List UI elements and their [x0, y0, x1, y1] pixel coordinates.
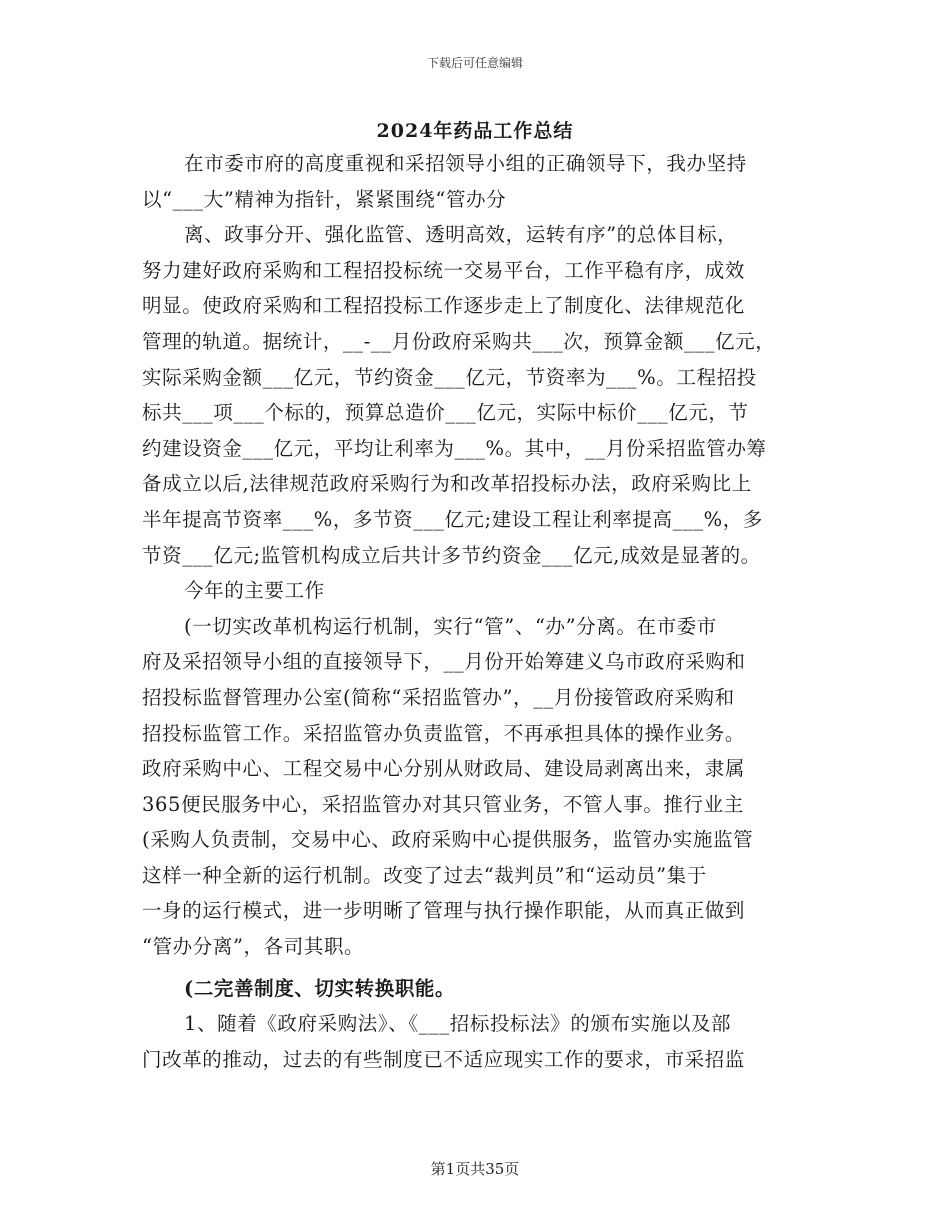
paragraph-line: 努力建好政府采购和工程招投标统一交易平台，工作平稳有序，成效	[142, 258, 746, 282]
document-title: 2024年药品工作总结	[376, 120, 574, 142]
paragraph-line: 约建设资金___亿元，平均让利率为___%。其中，__月份采招监管办筹	[142, 436, 767, 460]
paragraph-line: 365便民服务中心，采招监管办对其只管业务，不管人事。推行业主	[142, 792, 744, 816]
paragraph-line: 管理的轨道。据统计，__-__月份政府采购共___次，预算金额___亿元，	[142, 329, 776, 353]
paragraph-line: 府及采招领导小组的直接领导下，__月份开始筹建义乌市政府采购和	[142, 650, 746, 674]
paragraph-line: 在市委市府的高度重视和采招领导小组的正确领导下，我办坚持	[184, 152, 747, 175]
section-heading-bold: (二完善制度、切实转换职能。	[184, 976, 456, 1000]
paragraph-line: (采购人负责制，交易中心、政府采购中心提供服务，监管办实施监管	[142, 828, 754, 852]
section-heading: 今年的主要工作	[184, 579, 325, 603]
paragraph-line: 半年提高节资率___%，多节资___亿元;建设工程让利率提高___%，多	[142, 507, 763, 531]
paragraph-line: (一切实改革机构运行机制，实行“管”、“办”分离。在市委市	[184, 614, 717, 638]
paragraph-line: 1、随着《政府采购法》、《___招标投标法》的颁布实施以及部	[184, 1012, 732, 1036]
page-footer: 第1页共35页	[430, 1160, 520, 1178]
paragraph-line: 这样一种全新的运行机制。改变了过去“裁判员”和“运动员”集于	[142, 863, 707, 887]
paragraph-line: 门改革的推动，过去的有些制度已不适应现实工作的要求，市采招监	[142, 1047, 746, 1071]
paragraph-line: “管办分离”，各司其职。	[142, 935, 365, 959]
paragraph-line: 离、政事分开、强化监管、透明高效，运转有序”的总体目标，	[184, 223, 738, 247]
paragraph-line: 招投标监督管理办公室(简称“采招监管办”，__月份接管政府采购和	[142, 685, 735, 709]
paragraph-line: 招投标监管工作。采招监管办负责监管，不再承担具体的操作业务。	[142, 721, 746, 745]
paragraph-line: 政府采购中心、工程交易中心分别从财政局、建设局剥离出来，隶属	[142, 757, 746, 781]
paragraph-line: 备成立以后,法律规范政府采购行为和改革招投标办法，政府采购比上	[142, 472, 752, 496]
paragraph-line: 明显。使政府采购和工程招投标工作逐步走上了制度化、法律规范化	[142, 294, 746, 318]
paragraph-line: 实际采购金额___亿元，节约资金___亿元，节资率为___%。工程招投	[142, 365, 757, 389]
paragraph-line: 一身的运行模式，进一步明晰了管理与执行操作职能，从而真正做到	[142, 899, 746, 923]
page-header-note: 下载后可任意编辑	[426, 56, 523, 70]
paragraph-line: 以“___大”精神为指针，紧紧围绕“管办分	[142, 187, 507, 211]
paragraph-line: 节资___亿元;监管机构成立后共计多节约资金___亿元,成效是显著的。	[142, 543, 761, 567]
paragraph-line: 标共___项___个标的，预算总造价___亿元，实际中标价___亿元，节	[142, 401, 749, 425]
document-body	[142, 146, 812, 1077]
